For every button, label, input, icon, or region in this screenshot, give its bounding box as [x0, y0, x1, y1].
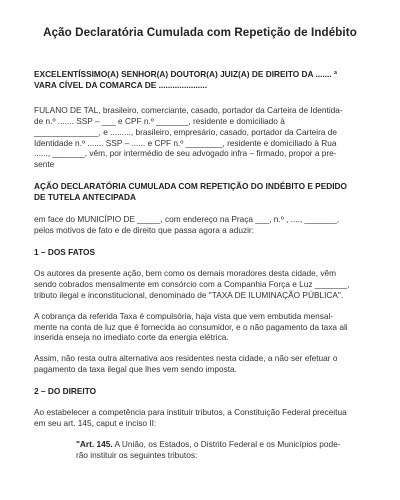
law-paragraph: [34, 407, 366, 429]
document-title: Ação Declaratória Cumulada com Repetição de Indébito: [43, 26, 357, 39]
action-title-line: AÇÃO DECLARATÓRIA CUMULADA COM REPETIÇÃO DO INDÉBITO E PEDIDO: [34, 181, 347, 192]
facts-line: Assim, não resta outra alternativa aos residentes nesta cidade, a não ser efetuar o: [34, 353, 338, 364]
facts-paragraph-3: [34, 353, 366, 375]
facts-line: A cobrança da referida Taxa é compulsória, haja vista que vem embutida mensal-: [34, 310, 334, 321]
parties-line: ......, _______, vêm, por intermédio de seu advogado infra – firmado, propor a pre-: [34, 148, 337, 159]
section-heading-law: 2 – DO DIREITO: [34, 386, 97, 397]
law-line: em seu art. 145, caput e inciso II:: [34, 418, 157, 429]
quote-line: A União, os Estados, o Distrito Federal e os Municípios pode-: [112, 438, 341, 449]
law-line: Ao estabelecer a competência para instituir tributos, a Constituição Federal preceitua: [34, 407, 347, 418]
facts-line: sendo cobrados mensalmente em consórcio com a Companhia Força e Luz _______,: [34, 278, 350, 289]
section-heading-facts: 1 – DOS FATOS: [34, 246, 96, 257]
parties-line: sente: [34, 159, 55, 170]
parties-line: FULANO DE TAL, brasileiro, comerciante, casado, portador da Carteira de Identida-: [34, 104, 343, 115]
facts-line: inserida enseja no imediato corte da energia elétrica.: [34, 332, 229, 343]
facts-line: tributo ilegal e inconstitucional, denominado de "TAXA DE ILUMINAÇÃO PÚBLICA".: [34, 289, 344, 300]
facts-line: mente na conta de luz que é fornecida ao consumidor, e o não pagamento da taxa ali: [34, 321, 348, 332]
constitution-quote: [34, 439, 366, 461]
facts-line: Os autores da presente ação, bem como os demais moradores desta cidade, vêm: [34, 267, 337, 278]
parties-paragraph: [34, 105, 366, 170]
action-title-line: DE TUTELA ANTECIPADA: [34, 192, 137, 203]
action-title: [34, 181, 366, 203]
court-address-line: VARA CÍVEL DA COMARCA DE .....................: [34, 79, 208, 90]
facts-paragraph-2: [34, 311, 366, 344]
against-paragraph: [34, 214, 366, 236]
parties-line: ______________, e ........., brasileiro, empresário, casado, portador da Carteira de: [34, 126, 338, 137]
against-line: pelos motivos de fato e de direito que passa agora a aduzir:: [34, 224, 255, 235]
quote-article-label: "Art. 145.: [76, 438, 113, 449]
against-line: em face do MUNICÍPIO DE _____, com endereço na Praça ___, n.º , ...., _______,: [34, 214, 340, 225]
facts-line: pagamento da taxa ilegal que lhes vem sendo imposta.: [34, 364, 237, 375]
court-address-line: EXCELENTÍSSIMO(A) SENHOR(A) DOUTOR(A) JUIZ(A) DE DIREITO DA ....... ª: [34, 69, 337, 79]
quote-line: rão instituir os seguintes tributos:: [76, 449, 198, 460]
parties-line: de n.º ....... SSP – ___ e CPF n.º _______, residente e domiciliado à: [34, 115, 285, 126]
court-address: [34, 69, 366, 91]
parties-line: Identidade n.º ....... SSP – ...... e CPF n.º ________, residente e domiciliado à Rua: [34, 137, 337, 148]
facts-paragraph-1: [34, 268, 366, 301]
